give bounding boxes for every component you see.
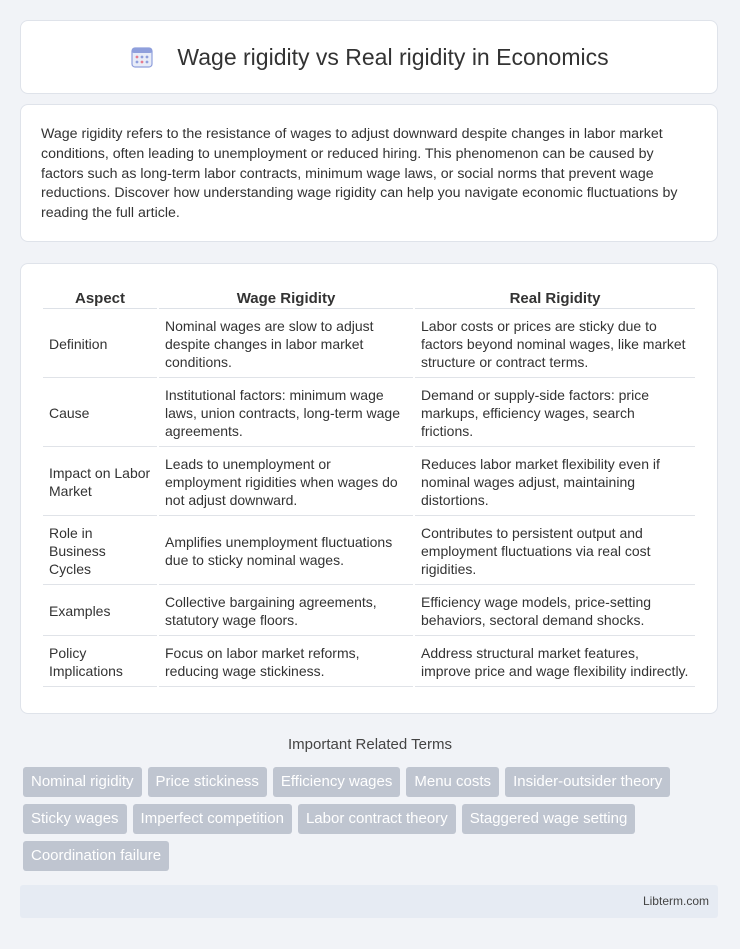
table-row (43, 587, 695, 636)
comparison-table (41, 284, 697, 689)
cell-wage-rigidity: Collective bargaining agreements, statutory wage floors. (159, 587, 413, 636)
table-row (43, 311, 695, 378)
related-term-tag[interactable]: Staggered wage setting (462, 804, 636, 834)
cell-real-rigidity: Labor costs or prices are sticky due to factors beyond nominal wages, like market structure or contract terms. (415, 311, 695, 378)
related-terms-title: Important Related Terms (288, 736, 452, 753)
cell-wage-rigidity: Amplifies unemployment fluctuations due to sticky nominal wages. (159, 518, 413, 585)
comparison-card (20, 263, 718, 714)
cell-aspect: Cause (43, 380, 157, 447)
table-row (43, 380, 695, 447)
cell-aspect: Definition (43, 311, 157, 378)
cell-wage-rigidity: Institutional factors: minimum wage laws, union contracts, long-term wage agreements. (159, 380, 413, 447)
cell-aspect: Examples (43, 587, 157, 636)
footer-brand-link[interactable]: Libterm.com (642, 894, 709, 908)
header-wage-rigidity: Wage Rigidity (159, 286, 413, 309)
related-term-tag[interactable]: Sticky wages (23, 804, 127, 834)
title-card (20, 20, 718, 94)
related-term-tag[interactable]: Efficiency wages (273, 767, 400, 797)
table-row (43, 449, 695, 516)
cell-wage-rigidity: Focus on labor market reforms, reducing wage stickiness. (159, 638, 413, 687)
page-title (129, 44, 608, 71)
header-aspect: Aspect (43, 286, 157, 309)
cell-real-rigidity: Contributes to persistent output and employment fluctuations via real cost rigidities. (415, 518, 695, 585)
cell-aspect: Impact on Labor Market (43, 449, 157, 516)
intro-paragraph: Wage rigidity refers to the resistance of wages to adjust downward despite changes in labor market conditions, often leading to unemployment or reduced hiring. This phenomenon can be caused by factors such as long-term labor contracts, minimum wage laws, or social norms that prevent wage reductions. Discover how understanding wage rigidity can help you navigate economic fluctuations by reading the full article. (41, 126, 678, 222)
footer (20, 885, 718, 918)
related-term-tag[interactable]: Labor contract theory (298, 804, 456, 834)
cell-wage-rigidity: Nominal wages are slow to adjust despite changes in labor market conditions. (159, 311, 413, 378)
page-title-text: Wage rigidity vs Real rigidity in Economics (177, 43, 609, 70)
table-row (43, 518, 695, 585)
table-header-row (43, 286, 695, 309)
cell-wage-rigidity: Leads to unemployment or employment rigidities when wages do not adjust downward. (159, 449, 413, 516)
cell-real-rigidity: Demand or supply-side factors: price markups, efficiency wages, search frictions. (415, 380, 695, 447)
header-real-rigidity: Real Rigidity (415, 286, 695, 309)
related-term-tag[interactable]: Menu costs (406, 767, 499, 797)
calendar-grid-icon (129, 44, 155, 70)
intro-card (20, 104, 718, 242)
related-term-tag[interactable]: Nominal rigidity (23, 767, 142, 797)
cell-aspect: Role in Business Cycles (43, 518, 157, 585)
cell-real-rigidity: Address structural market features, improve price and wage flexibility indirectly. (415, 638, 695, 687)
related-terms-list (23, 767, 723, 871)
cell-real-rigidity: Efficiency wage models, price-setting behaviors, sectoral demand shocks. (415, 587, 695, 636)
cell-real-rigidity: Reduces labor market flexibility even if nominal wages adjust, maintaining distortions. (415, 449, 695, 516)
related-term-tag[interactable]: Price stickiness (148, 767, 267, 797)
table-row (43, 638, 695, 687)
related-term-tag[interactable]: Coordination failure (23, 841, 169, 871)
cell-aspect: Policy Implications (43, 638, 157, 687)
related-term-tag[interactable]: Insider-outsider theory (505, 767, 670, 797)
related-term-tag[interactable]: Imperfect competition (133, 804, 292, 834)
